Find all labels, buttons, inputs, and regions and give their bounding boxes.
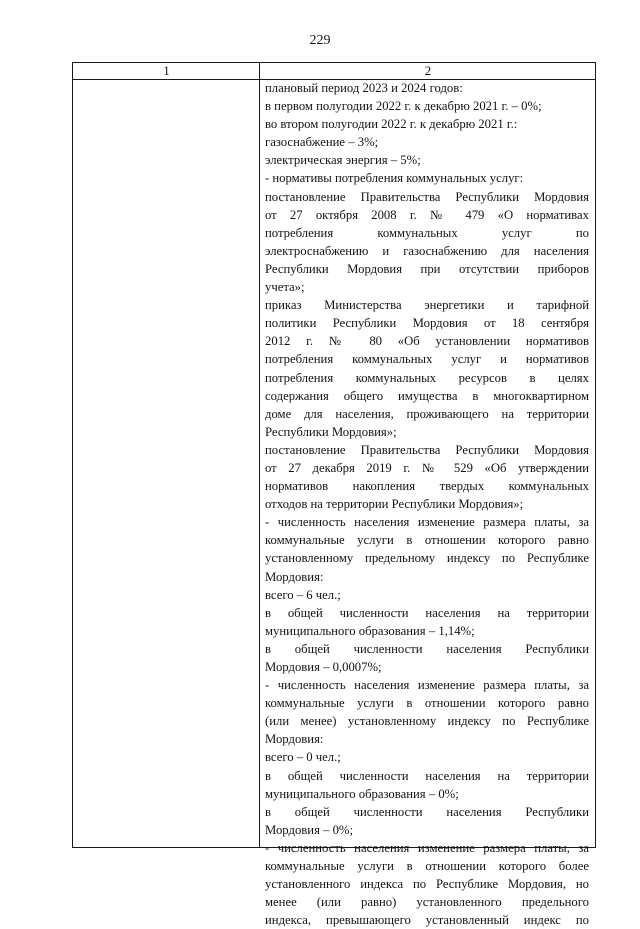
text-line: политики Республики Мордовия от 18 сентября [265,316,589,331]
text-line: установленному предельному индексу по Республике [265,551,589,566]
text-line: содержания общего имущества в многоквартирном [265,388,589,403]
text-line: коммунальные услуги в отношении которого равно [265,533,589,548]
text-line: Мордовия: [265,732,324,747]
text-line: всего – 6 чел.; [265,587,341,602]
text-line: газоснабжение – 3%; [265,135,379,150]
text-line: в общей численности населения Республики [265,641,589,656]
text-line: 2012 г. № 80 «Об установлении нормативов [265,334,589,349]
text-line: - численность населения изменение размера платы, за [265,840,589,855]
text-line: муниципального образования – 1,14%; [265,623,475,638]
text-line: доме для населения, проживающего на территории [265,406,589,421]
text-line: от 27 октября 2008 г. № 479 «О нормативах [265,207,589,222]
text-line: Мордовия – 0,0007%; [265,660,382,674]
text-line: электроснабжению и газоснабжению для населения [265,243,589,258]
text-line: менее (или равно) установленного предельного [265,895,589,910]
text-line: потребления коммунальных услуг и нормативов [265,352,589,367]
text-line: отходов на территории Республики Мордовия»; [265,497,524,512]
text-line: в первом полугодии 2022 г. к декабрю 2021 г. – 0%; [265,99,542,114]
column-2-header: 2 [424,63,432,78]
text-line: в общей численности населения на территории [265,768,589,783]
text-line: индекса, превышающего установленный индекс по [265,913,589,928]
text-line: Республики Мордовия»; [265,424,397,439]
column-1-header: 1 [163,63,170,78]
text-line: нормативов накопления твердых коммунальных [265,479,589,494]
text-line: муниципального образования – 0%; [265,786,459,801]
text-line: от 27 декабря 2019 г. № 529 «Об утверждении [265,460,589,475]
text-line: в общей численности населения на территории [265,605,589,620]
text-line: приказ Министерства энергетики и тарифной [265,298,589,313]
text-line: - численность населения изменение размера платы, за [265,678,589,693]
text-line: потребления коммунальных услуг по [265,225,589,240]
text-line: учета»; [265,280,305,295]
text-line: всего – 0 чел.; [265,750,341,765]
document-table [72,62,596,928]
column-divider [259,63,260,847]
text-line: электрическая энергия – 5%; [265,153,421,168]
text-line: постановление Правительства Республики Мордовия [265,442,589,457]
text-line: коммунальные услуги в отношении которого более [265,859,589,874]
text-line: Республики Мордовия при отсутствии приборов [265,261,589,276]
text-line: в общей численности населения Республики [265,804,589,819]
text-line: потребления коммунальных ресурсов в целях [265,370,589,385]
text-line: - нормативы потребления коммунальных услуг: [265,171,524,186]
text-line: постановление Правительства Республики Мордовия [265,189,589,204]
text-line: во втором полугодии 2022 г. к декабрю 2021 г.: [265,117,518,132]
text-line: установленного индекса по Республике Мордовия, но [265,877,589,892]
text-line: Мордовия – 0%; [265,822,354,837]
text-line: плановый период 2023 и 2024 годов: [265,81,463,95]
text-line: коммунальные услуги в отношении которого равно [265,696,589,711]
text-line: - численность населения изменение размера платы, за [265,515,589,530]
table-header-row [73,63,595,80]
text-line: Мордовия: [265,569,324,584]
text-line: (или менее) установленному индексу по Республике [265,714,589,729]
column-2-content [265,79,589,929]
page-number: 229 [309,33,331,48]
